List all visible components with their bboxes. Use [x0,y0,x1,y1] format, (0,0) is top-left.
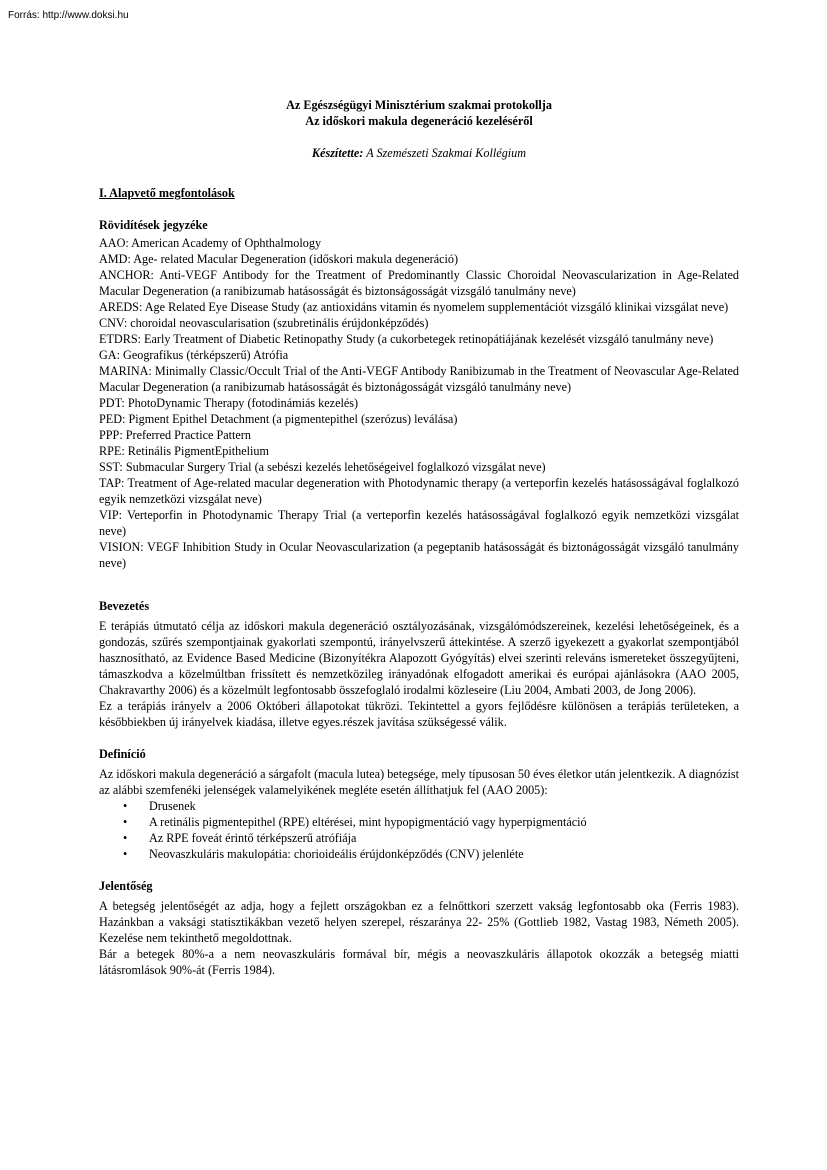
author-label: Készítette: [311,146,364,160]
significance-paragraph-2: Bár a betegek 80%-a a nem neovaszkuláris formával bír, mégis a neovaszkuláris állapotok okozzák a betegség miatti látásromlások 90%-át (Ferris 1984). [99,947,739,977]
title-line-2: Az időskori makula degeneráció kezeléséről [305,114,533,128]
abbreviation-item: ETDRS: Early Treatment of Diabetic Retinopathy Study (a cukorbetegek retinopátiájának kezelését vizsgáló tanulmány neve) [99,332,714,346]
bullet-icon: • [123,799,128,813]
intro-paragraph-2: Ez a terápiás irányelv a 2006 Októberi állapotokat tükrözi. Tekintettel a gyors fejlődésre különösen a terápiás területeken, a későbbiekben új irányelvek kiadása, illetve egyes.részek javítása szükségessé válik. [99,699,739,729]
bullet-icon: • [123,815,128,829]
list-item-text: Az RPE foveát érintő térképszerű atrófiája [149,831,357,845]
list-item [123,814,739,830]
significance-paragraph-1: A betegség jelentőségét az adja, hogy a fejlett országokban ez a felnőttkori szerzett vakság legfontosabb oka (Ferris 1983). Hazánkban a vaksági statisztikákban vezető helyen szerepel, részaránya 22- 25% (Gottlieb 1982, Vastag 1983, Németh 2005). Kezelése nem tekinthető megoldottnak. [99,899,739,945]
abbreviation-item: VIP: Verteporfin in Photodynamic Therapy Trial (a verteporfin kezelés hatásosságával foglalkozó egyik nemzetközi vizsgálat neve) [99,508,739,538]
author-value: A Szemészeti Szakmai Kollégium [366,146,527,160]
document-page [99,97,739,978]
intro-heading: Bevezetés [99,599,150,613]
abbreviation-item: GA: Geografikus (térképszerű) Atrófia [99,348,289,362]
significance-heading: Jelentőség [99,879,153,893]
abbreviation-item: AREDS: Age Related Eye Disease Study (az antioxidáns vitamin és nyomelem supplementációt vizsgáló klinikai vizsgálat neve) [99,300,729,314]
title-line-1: Az Egészségügyi Minisztérium szakmai protokollja [286,98,552,112]
document-title [99,97,739,129]
abbreviation-item: ANCHOR: Anti-VEGF Antibody for the Treatment of Predominantly Classic Choroidal Neovascularization in Age-Related Macular Degeneration (a ranibizumab hatásosságát és biztonságosságát vizsgáló tanulmány neve) [99,268,739,298]
definition-paragraph: Az időskori makula degeneráció a sárgafolt (macula lutea) betegsége, mely típusosan 50 éves életkor után jelentkezik. A diagnózist az alábbi szemfenéki jelenségek valamelyikének megléte esetén állíthatjuk fel (AAO 2005): [99,767,739,797]
bullet-icon: • [123,847,128,861]
abbreviation-item: PED: Pigment Epithel Detachment (a pigmentepithel (szerózus) leválása) [99,412,458,426]
intro-paragraph-1: E terápiás útmutató célja az időskori makula degeneráció osztályozásának, vizsgálómódszereinek, kezelési lehetőségeinek, és a gondozás, szűrés szempontjainak gyakorlati szempontú, irányelvszerű áttekintése. A szerző igyekezett a gyakorlat szempontjából hasznosítható, az Evidence Based Medicine (Bizonyítékra Alapozott Gyógyítás) elvei szerinti releváns ismereteket összegyűjteni, támaszkodva a közelmúltban frissített és nemzetközileg irányadónak elfogadott amerikai és európai ajánlásokra (AAO 2005, Chakravarthy 2006) és a közelmúlt legfontosabb összefoglaló irodalmi közleseire (Liu 2004, Ambati 2003, de Jong 2006). [99,619,739,697]
definition-bullet-list [99,798,739,862]
section-heading-basics: I. Alapvető megfontolások [99,186,235,200]
abbreviation-item: PDT: PhotoDynamic Therapy (fotodinámiás kezelés) [99,396,359,410]
bullet-icon: • [123,831,128,845]
definition-heading: Definíció [99,747,146,761]
abbreviations-list [99,235,739,571]
abbreviation-item: RPE: Retinális PigmentEpithelium [99,444,269,458]
abbreviation-item: MARINA: Minimally Classic/Occult Trial of the Anti-VEGF Antibody Ranibizumab in the Treatment of Neovascular Age-Related Macular Degeneration (a ranibizumab hatásosságát és biztonágosságát vizsgáló tanulmány neve) [99,364,739,394]
abbreviation-item: CNV: choroidal neovascularisation (szubretinális érújdonképződés) [99,316,429,330]
list-item-text: Neovaszkuláris makulopátia: chorioideális érújdonképződés (CNV) jelenléte [149,847,524,861]
list-item [123,830,739,846]
list-item [123,846,739,862]
author-line [99,145,739,161]
abbreviation-item: SST: Submacular Surgery Trial (a sebészi kezelés lehetőségeivel foglalkozó vizsgálat neve) [99,460,546,474]
abbreviations-heading: Rövidítések jegyzéke [99,218,208,232]
abbreviation-item: TAP: Treatment of Age-related macular degeneration with Photodynamic therapy (a verteporfin kezelés hatásosságával foglalkozó egyik nemzetközi vizsgálat neve) [99,476,739,506]
list-item [123,798,739,814]
abbreviation-item: PPP: Preferred Practice Pattern [99,428,251,442]
source-line: Forrás: http://www.doksi.hu [8,10,129,21]
abbreviation-item: AAO: American Academy of Ophthalmology [99,236,322,250]
list-item-text: A retinális pigmentepithel (RPE) eltérései, mint hypopigmentáció vagy hyperpigmentáció [149,815,587,829]
abbreviation-item: VISION: VEGF Inhibition Study in Ocular Neovascularization (a pegeptanib hatásosságát és biztonágosságát vizsgáló tanulmány neve) [99,540,739,570]
list-item-text: Drusenek [149,799,196,813]
abbreviation-item: AMD: Age- related Macular Degeneration (időskori makula degeneráció) [99,252,459,266]
